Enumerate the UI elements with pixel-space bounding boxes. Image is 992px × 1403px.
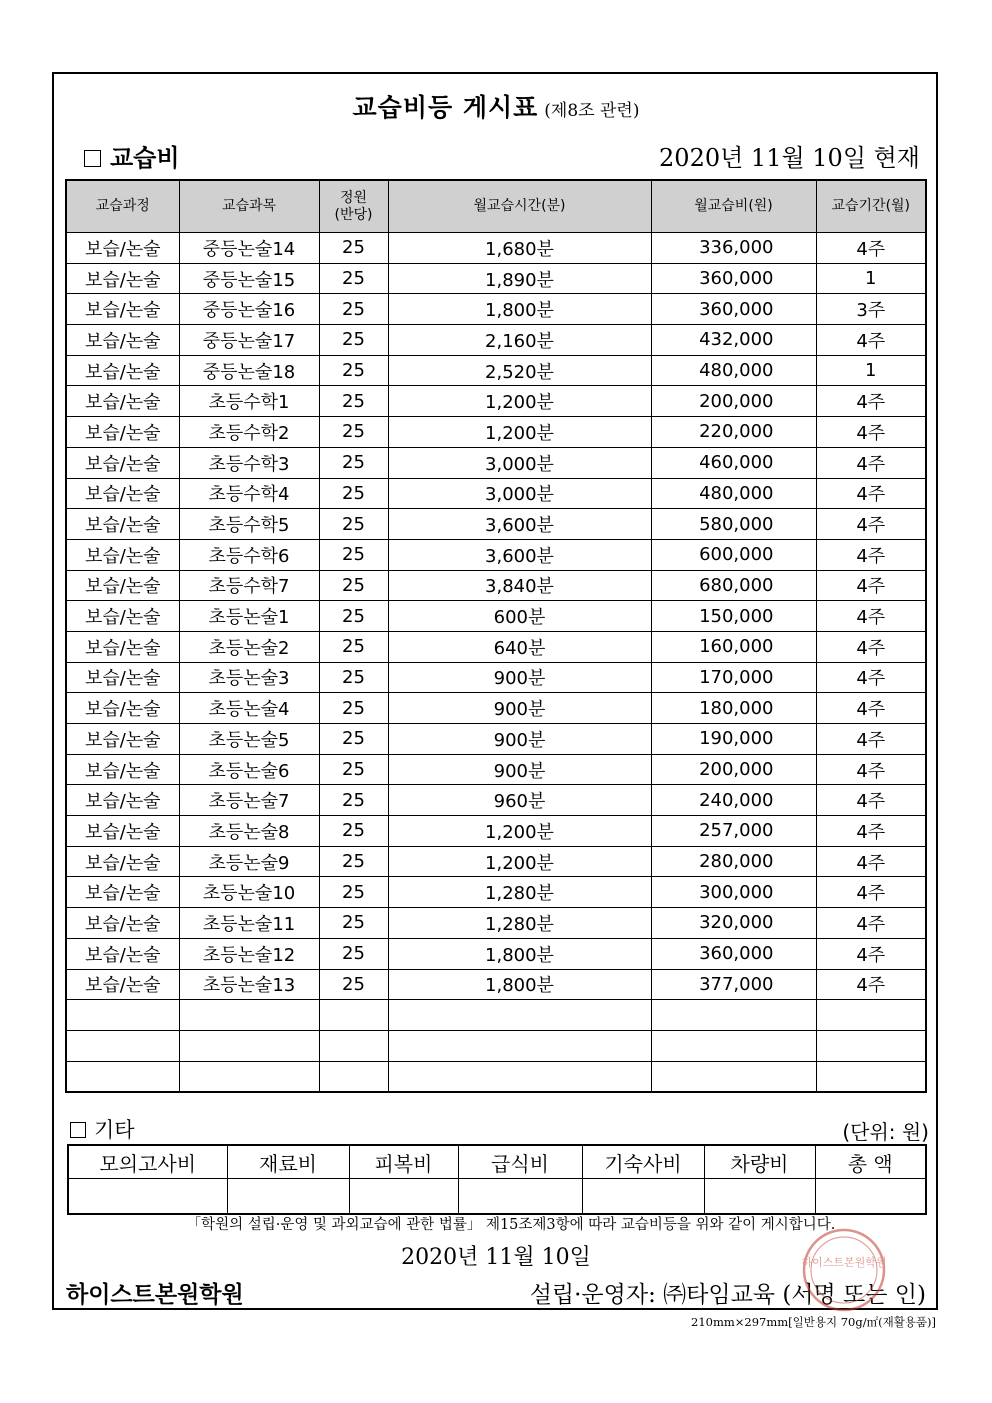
cell-monthly-hours: 1,280분	[388, 877, 651, 908]
cell-monthly-hours: 1,200분	[388, 816, 651, 847]
cell-capacity: 25	[319, 785, 388, 816]
cell-monthly-hours: 1,680분	[388, 233, 651, 264]
cell-subject: 초등논술12	[179, 938, 319, 969]
cell-monthly-fee: 150,000	[651, 601, 816, 632]
cell-period: 4주	[816, 478, 926, 509]
cell-monthly-hours: 1,800분	[388, 969, 651, 1000]
table-row	[66, 816, 926, 847]
table-row	[66, 325, 926, 356]
other-fee-value-cell	[349, 1179, 458, 1215]
cell-period: 4주	[816, 846, 926, 877]
cell-course: 보습/논술	[66, 294, 179, 325]
cell-monthly-hours: 1,800분	[388, 294, 651, 325]
cell-subject: 초등수학7	[179, 570, 319, 601]
table-row	[66, 386, 926, 417]
cell-subject: 초등논술2	[179, 631, 319, 662]
table-row	[66, 570, 926, 601]
table-row	[66, 233, 926, 264]
cell-monthly-fee: 680,000	[651, 570, 816, 601]
cell-period	[816, 1000, 926, 1031]
header-period: 교습기간(월)	[816, 180, 926, 233]
cell-capacity: 25	[319, 294, 388, 325]
other-fee-value-cell	[704, 1179, 815, 1215]
cell-capacity: 25	[319, 570, 388, 601]
cell-subject: 중등논술14	[179, 233, 319, 264]
cell-capacity: 25	[319, 325, 388, 356]
other-fees-value-row	[68, 1179, 926, 1215]
cell-subject: 초등논술4	[179, 693, 319, 724]
cell-monthly-fee: 377,000	[651, 969, 816, 1000]
cell-monthly-fee: 160,000	[651, 631, 816, 662]
cell-monthly-fee: 360,000	[651, 294, 816, 325]
cell-monthly-hours: 960분	[388, 785, 651, 816]
cell-subject: 초등논술5	[179, 724, 319, 755]
cell-course: 보습/논술	[66, 662, 179, 693]
cell-monthly-hours: 900분	[388, 693, 651, 724]
cell-monthly-hours: 3,000분	[388, 447, 651, 478]
cell-period: 4주	[816, 908, 926, 939]
table-row	[66, 263, 926, 294]
cell-monthly-hours	[388, 1030, 651, 1061]
cell-monthly-fee: 336,000	[651, 233, 816, 264]
unit-label: (단위: 원)	[842, 1120, 929, 1144]
cell-monthly-hours	[388, 1000, 651, 1031]
cell-capacity: 25	[319, 509, 388, 540]
cell-course	[66, 1061, 179, 1092]
cell-course: 보습/논술	[66, 417, 179, 448]
cell-period: 4주	[816, 969, 926, 1000]
cell-monthly-fee: 200,000	[651, 754, 816, 785]
cell-period: 4주	[816, 539, 926, 570]
cell-capacity: 25	[319, 355, 388, 386]
cell-course: 보습/논술	[66, 938, 179, 969]
cell-period: 4주	[816, 601, 926, 632]
as-of-date: 2020년 11월 10일 현재	[659, 144, 920, 172]
cell-monthly-fee: 280,000	[651, 846, 816, 877]
posting-date: 2020년 11월 10일	[401, 1245, 591, 1270]
table-row	[66, 1061, 926, 1092]
cell-monthly-hours: 1,200분	[388, 386, 651, 417]
cell-monthly-hours: 3,600분	[388, 509, 651, 540]
cell-monthly-fee: 432,000	[651, 325, 816, 356]
cell-course: 보습/논술	[66, 785, 179, 816]
cell-monthly-fee: 220,000	[651, 417, 816, 448]
cell-period: 4주	[816, 693, 926, 724]
cell-period: 4주	[816, 509, 926, 540]
cell-subject: 초등논술1	[179, 601, 319, 632]
cell-capacity: 25	[319, 631, 388, 662]
cell-monthly-fee	[651, 1030, 816, 1061]
cell-capacity	[319, 1000, 388, 1031]
cell-period: 4주	[816, 447, 926, 478]
cell-monthly-hours: 1,800분	[388, 938, 651, 969]
cell-period: 4주	[816, 386, 926, 417]
cell-subject	[179, 1030, 319, 1061]
cell-period: 1	[816, 355, 926, 386]
cell-monthly-hours: 2,160분	[388, 325, 651, 356]
cell-course: 보습/논술	[66, 724, 179, 755]
cell-subject: 중등논술15	[179, 263, 319, 294]
cell-course	[66, 1000, 179, 1031]
table-row	[66, 969, 926, 1000]
cell-monthly-fee: 580,000	[651, 509, 816, 540]
cell-course: 보습/논술	[66, 355, 179, 386]
cell-period: 4주	[816, 816, 926, 847]
cell-subject: 초등수학2	[179, 417, 319, 448]
cell-period: 4주	[816, 877, 926, 908]
cell-capacity: 25	[319, 662, 388, 693]
header-subject: 교습과목	[179, 180, 319, 233]
cell-monthly-hours: 900분	[388, 754, 651, 785]
tuition-table	[65, 179, 927, 1093]
cell-course: 보습/논술	[66, 816, 179, 847]
cell-period: 4주	[816, 233, 926, 264]
other-fee-header: 총 액	[815, 1145, 926, 1179]
cell-period: 4주	[816, 785, 926, 816]
cell-subject: 초등논술10	[179, 877, 319, 908]
cell-capacity: 25	[319, 601, 388, 632]
cell-subject: 중등논술17	[179, 325, 319, 356]
cell-period	[816, 1061, 926, 1092]
checkbox-icon	[70, 1122, 86, 1138]
cell-course: 보습/논술	[66, 601, 179, 632]
cell-capacity: 25	[319, 478, 388, 509]
cell-monthly-hours: 1,200분	[388, 417, 651, 448]
cell-monthly-hours: 900분	[388, 724, 651, 755]
cell-subject: 초등논술6	[179, 754, 319, 785]
table-row	[66, 601, 926, 632]
cell-capacity: 25	[319, 233, 388, 264]
cell-monthly-fee	[651, 1061, 816, 1092]
cell-subject: 초등논술7	[179, 785, 319, 816]
cell-subject: 초등논술11	[179, 908, 319, 939]
cell-monthly-hours: 3,000분	[388, 478, 651, 509]
cell-subject: 초등수학3	[179, 447, 319, 478]
cell-course: 보습/논술	[66, 447, 179, 478]
cell-monthly-fee: 360,000	[651, 938, 816, 969]
table-row	[66, 693, 926, 724]
other-fee-value-cell	[227, 1179, 349, 1215]
table-row	[66, 631, 926, 662]
cell-monthly-fee: 320,000	[651, 908, 816, 939]
cell-period: 4주	[816, 938, 926, 969]
document-title: 교습비등 게시표 (제8조 관련)	[352, 93, 640, 122]
cell-monthly-fee	[651, 1000, 816, 1031]
cell-monthly-fee: 180,000	[651, 693, 816, 724]
cell-monthly-hours: 3,840분	[388, 570, 651, 601]
cell-capacity: 25	[319, 263, 388, 294]
cell-capacity: 25	[319, 908, 388, 939]
cell-course: 보습/논술	[66, 846, 179, 877]
cell-monthly-fee: 190,000	[651, 724, 816, 755]
cell-capacity: 25	[319, 724, 388, 755]
cell-course: 보습/논술	[66, 693, 179, 724]
other-fee-header: 기숙사비	[582, 1145, 704, 1179]
svg-text:하이스트본원학원: 하이스트본원학원	[801, 1256, 887, 1269]
cell-subject: 초등수학1	[179, 386, 319, 417]
section-other-heading: 기타	[70, 1114, 135, 1144]
cell-period: 3주	[816, 294, 926, 325]
cell-capacity: 25	[319, 539, 388, 570]
table-row	[66, 539, 926, 570]
other-fee-header: 차량비	[704, 1145, 815, 1179]
cell-capacity: 25	[319, 969, 388, 1000]
cell-subject: 중등논술16	[179, 294, 319, 325]
cell-course: 보습/논술	[66, 478, 179, 509]
cell-capacity	[319, 1061, 388, 1092]
official-seal-icon	[800, 1226, 888, 1314]
cell-period: 4주	[816, 631, 926, 662]
cell-monthly-hours: 1,280분	[388, 908, 651, 939]
other-fees-table	[67, 1144, 927, 1215]
table-row	[66, 1000, 926, 1031]
academy-name: 하이스트본원학원	[66, 1282, 244, 1308]
section-tuition-heading: 교습비	[84, 138, 180, 173]
cell-subject	[179, 1061, 319, 1092]
table-row	[66, 846, 926, 877]
header-course: 교습과정	[66, 180, 179, 233]
cell-capacity: 25	[319, 938, 388, 969]
cell-capacity: 25	[319, 816, 388, 847]
cell-course: 보습/논술	[66, 754, 179, 785]
legal-notice: 「학원의 설립·운영 및 과외교습에 관한 법률」 제15조제3항에 따라 교습비등을 위와 같이 게시합니다.	[186, 1217, 836, 1233]
cell-course: 보습/논술	[66, 877, 179, 908]
cell-capacity: 25	[319, 693, 388, 724]
cell-course: 보습/논술	[66, 539, 179, 570]
title-subtitle: (제8조 관련)	[544, 101, 640, 121]
table-row	[66, 355, 926, 386]
cell-subject: 초등논술8	[179, 816, 319, 847]
paper-spec-footer: 210mm×297mm[일반용지 70g/㎡(재활용품)]	[691, 1315, 936, 1329]
cell-course: 보습/논술	[66, 509, 179, 540]
other-fee-header: 모의고사비	[68, 1145, 227, 1179]
table-row	[66, 294, 926, 325]
cell-subject: 초등논술3	[179, 662, 319, 693]
table-row	[66, 877, 926, 908]
cell-monthly-fee: 460,000	[651, 447, 816, 478]
cell-monthly-fee: 480,000	[651, 478, 816, 509]
cell-capacity: 25	[319, 447, 388, 478]
table-row	[66, 1030, 926, 1061]
other-fee-value-cell	[815, 1179, 926, 1215]
cell-course	[66, 1030, 179, 1061]
cell-monthly-hours	[388, 1061, 651, 1092]
other-fee-header: 급식비	[458, 1145, 582, 1179]
cell-subject: 초등논술9	[179, 846, 319, 877]
cell-subject: 초등논술13	[179, 969, 319, 1000]
cell-course: 보습/논술	[66, 908, 179, 939]
cell-course: 보습/논술	[66, 631, 179, 662]
cell-subject: 초등수학5	[179, 509, 319, 540]
header-capacity: 정원 (반당)	[319, 180, 388, 233]
other-fee-value-cell	[458, 1179, 582, 1215]
table-row	[66, 754, 926, 785]
other-fee-value-cell	[582, 1179, 704, 1215]
table-row	[66, 785, 926, 816]
cell-course: 보습/논술	[66, 386, 179, 417]
cell-course: 보습/논술	[66, 233, 179, 264]
cell-monthly-fee: 257,000	[651, 816, 816, 847]
table-row	[66, 938, 926, 969]
cell-monthly-hours: 1,200분	[388, 846, 651, 877]
table-row	[66, 478, 926, 509]
cell-capacity: 25	[319, 754, 388, 785]
cell-capacity: 25	[319, 386, 388, 417]
cell-course: 보습/논술	[66, 325, 179, 356]
table-row	[66, 724, 926, 755]
other-fee-header: 재료비	[227, 1145, 349, 1179]
cell-monthly-fee: 600,000	[651, 539, 816, 570]
table-row	[66, 908, 926, 939]
cell-course: 보습/논술	[66, 263, 179, 294]
checkbox-icon	[84, 150, 101, 167]
other-fee-value-cell	[68, 1179, 227, 1215]
other-fees-header-row	[68, 1145, 926, 1179]
cell-monthly-hours: 640분	[388, 631, 651, 662]
cell-period: 4주	[816, 325, 926, 356]
cell-monthly-fee: 360,000	[651, 263, 816, 294]
cell-capacity: 25	[319, 417, 388, 448]
cell-capacity	[319, 1030, 388, 1061]
table-row	[66, 447, 926, 478]
cell-subject: 중등논술18	[179, 355, 319, 386]
cell-period	[816, 1030, 926, 1061]
cell-course: 보습/논술	[66, 570, 179, 601]
cell-monthly-fee: 170,000	[651, 662, 816, 693]
cell-capacity: 25	[319, 877, 388, 908]
cell-course: 보습/논술	[66, 969, 179, 1000]
cell-period: 4주	[816, 662, 926, 693]
cell-subject	[179, 1000, 319, 1031]
cell-period: 1	[816, 263, 926, 294]
table-row	[66, 509, 926, 540]
table-row	[66, 662, 926, 693]
cell-monthly-fee: 200,000	[651, 386, 816, 417]
cell-subject: 초등수학6	[179, 539, 319, 570]
founder-signature-line: 설립·운영자: ㈜타임교육 (서명 또는 인)	[529, 1282, 926, 1308]
cell-monthly-fee: 240,000	[651, 785, 816, 816]
header-monthly-hours: 월교습시간(분)	[388, 180, 651, 233]
header-monthly-fee: 월교습비(원)	[651, 180, 816, 233]
other-fee-header: 피복비	[349, 1145, 458, 1179]
cell-period: 4주	[816, 417, 926, 448]
cell-monthly-hours: 3,600분	[388, 539, 651, 570]
cell-period: 4주	[816, 724, 926, 755]
table-row	[66, 417, 926, 448]
cell-period: 4주	[816, 570, 926, 601]
cell-capacity: 25	[319, 846, 388, 877]
cell-monthly-fee: 480,000	[651, 355, 816, 386]
cell-subject: 초등수학4	[179, 478, 319, 509]
cell-monthly-hours: 900분	[388, 662, 651, 693]
cell-period: 4주	[816, 754, 926, 785]
cell-monthly-hours: 600분	[388, 601, 651, 632]
cell-monthly-hours: 2,520분	[388, 355, 651, 386]
cell-monthly-fee: 300,000	[651, 877, 816, 908]
cell-monthly-hours: 1,890분	[388, 263, 651, 294]
table-header-row	[66, 180, 926, 233]
